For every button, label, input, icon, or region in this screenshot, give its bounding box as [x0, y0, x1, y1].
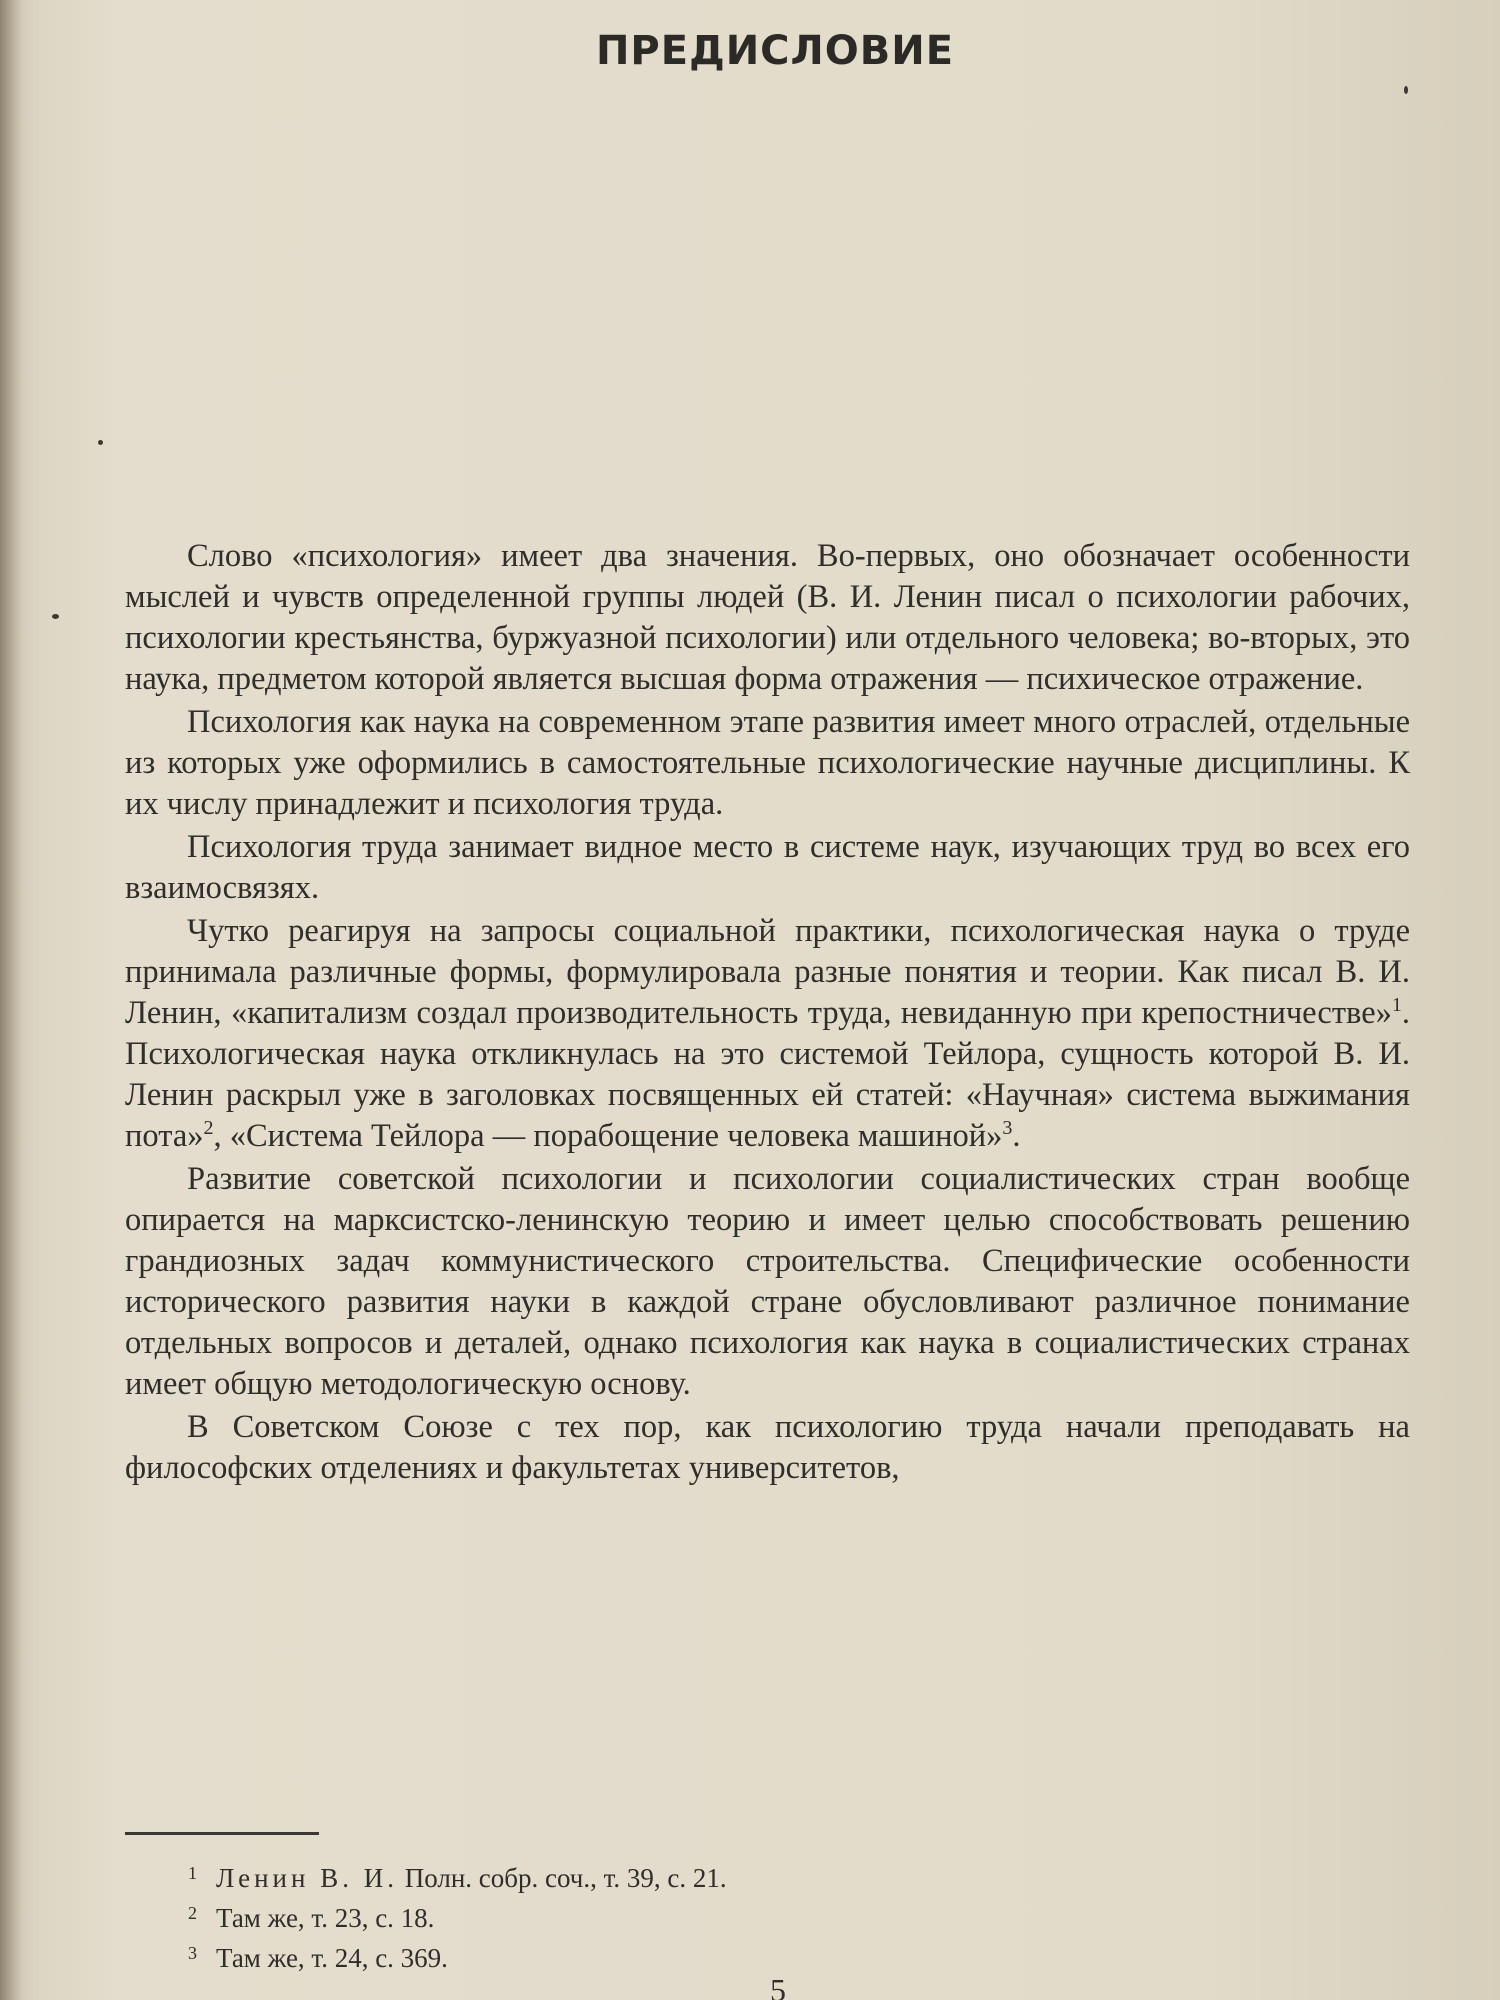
footnote-divider	[125, 1832, 319, 1835]
paragraph: В Советском Союзе с тех пор, как психологию труда начали преподавать на философских отделениях и факультетах университетов,	[125, 1409, 1410, 1486]
footnotes	[188, 1856, 1288, 1976]
text-segment: , «Система Тейлора — порабощение человека машиной»	[213, 1118, 1003, 1154]
paragraph: Развитие советской психологии и психологии социалистических стран вообще опирается на марксистско-ленинскую теорию и имеет целью способствовать решению грандиозных задач коммунистического строительства. Специфические особенности исторического развития науки в каждой стране обусловливают различное понимание отдельных вопросов и деталей, однако психология как наука в социалистических странах имеет общую методологическую основу.	[125, 1161, 1410, 1402]
paper-speck	[98, 440, 103, 445]
text-segment: . Психологическая наука откликнулась на это системой Тейлора, сущность которой В. И. Ленин раскрыл уже в заголовках посвященных ей статей: «Научная» система выжимания пота»	[125, 995, 1410, 1154]
footnote-text: Там же, т. 23, с. 18.	[216, 1903, 435, 1933]
footnote-ref: 3	[1002, 1117, 1013, 1140]
main-text	[125, 536, 1410, 1491]
footnote-number: 3	[188, 1943, 197, 1963]
footnote	[188, 1896, 1288, 1936]
book-gutter	[0, 0, 22, 2000]
footnote-number: 2	[188, 1903, 197, 1923]
paragraph: Психология как наука на современном этапе развития имеет много отраслей, отдельные из которых уже оформились в самостоятельные психологические научные дисциплины. К их числу принадлежит и психология труда.	[125, 704, 1410, 822]
page-title: ПРЕДИСЛОВИЕ	[595, 28, 955, 74]
text-segment: .	[1012, 1118, 1021, 1154]
footnote	[188, 1936, 1288, 1976]
paper-speck	[52, 614, 59, 619]
footnote-number: 1	[188, 1863, 197, 1883]
text-segment: Чутко реагируя на запросы социальной практики, психологическая наука о труде принимала различные формы, формулировала разные понятия и теории. Как писал В. И. Ленин, «капитализм создал производительность труда, невиданную при крепостничестве»	[125, 913, 1410, 1031]
paper-speck	[1404, 86, 1408, 94]
page-number: 5	[770, 1972, 786, 2000]
footnote-text: Полн. собр. соч., т. 39, с. 21.	[397, 1863, 727, 1893]
footnote-ref: 1	[1391, 994, 1402, 1017]
footnote	[188, 1856, 1288, 1896]
paragraph-with-references	[125, 911, 1410, 1157]
footnote-author: Ленин В. И.	[216, 1863, 398, 1893]
paragraph: Психология труда занимает видное место в системе наук, изучающих труд во всех его взаимосвязях.	[125, 829, 1410, 906]
paragraph: Слово «психология» имеет два значения. Во-первых, оно обозначает особенности мыслей и чувств определенной группы людей (В. И. Ленин писал о психологии рабочих, психологии крестьянства, буржуазной психологии) или отдельного человека; во-вторых, это наука, предметом которой является высшая форма отражения — психическое отражение.	[125, 538, 1410, 697]
footnote-ref: 2	[203, 1117, 214, 1140]
footnote-text: Там же, т. 24, с. 369.	[216, 1943, 448, 1973]
